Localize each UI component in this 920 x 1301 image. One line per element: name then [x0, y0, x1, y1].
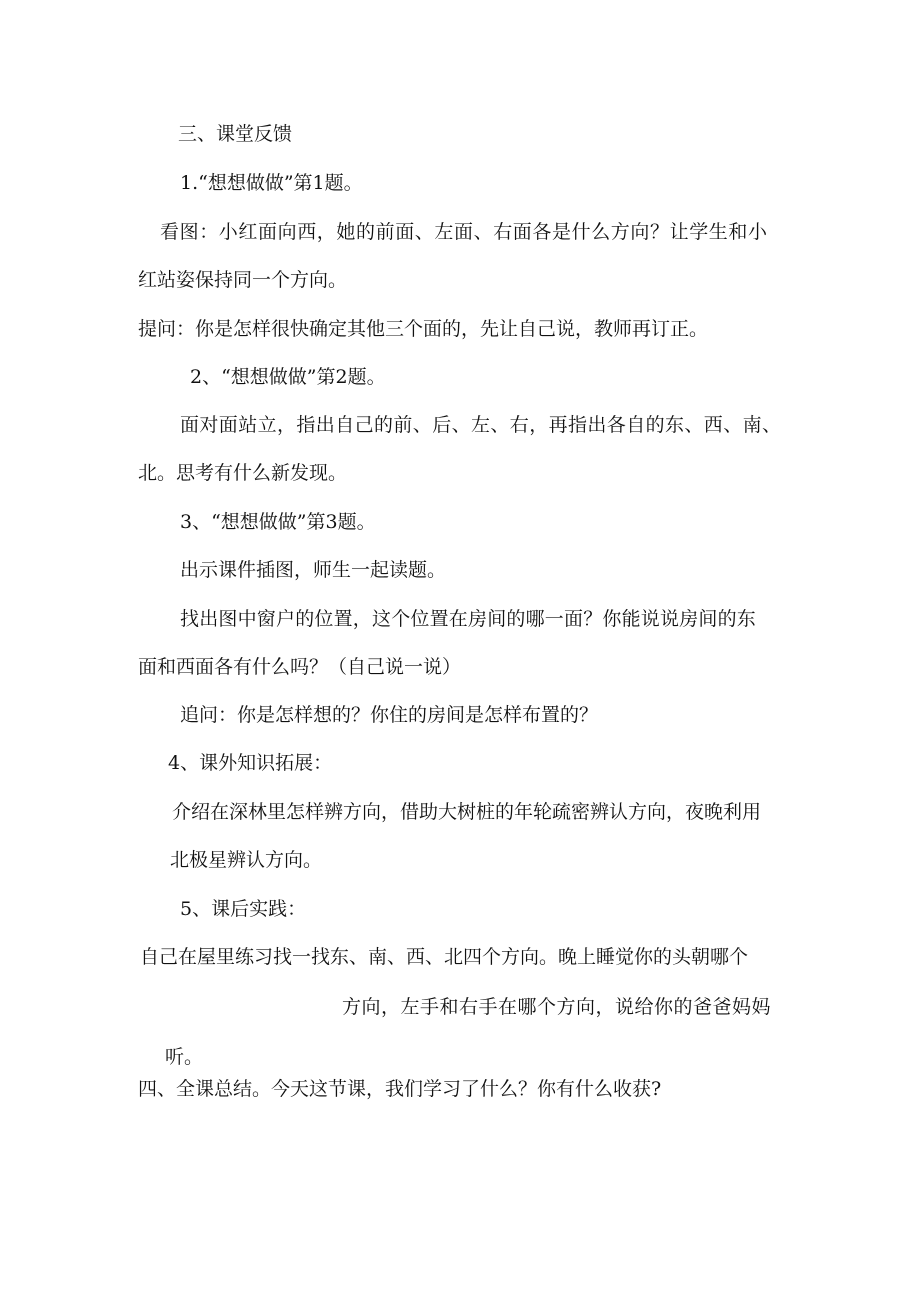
item-3-line-4: 追问：你是怎样想的？你住的房间是怎样布置的？: [180, 704, 599, 726]
item-5-title: 5、课后实践：: [180, 898, 307, 920]
item-5-line-2: 方向，左手和右手在哪个方向，说给你的爸爸妈妈: [342, 996, 772, 1018]
item-2-line-1: 面对面站立，指出自己的前、后、左、右，再指出各自的东、西、南、: [180, 414, 782, 436]
item-5-line-3: 听。: [165, 1046, 204, 1068]
item-1-question: 提问：你是怎样很快确定其他三个面的，先让自己说，教师再订正。: [138, 318, 709, 340]
section-4-summary: 四、全课总结。今天这节课，我们学习了什么？你有什么收获?: [138, 1078, 662, 1100]
item-1-line-1: 看图：小红面向西，她的前面、左面、右面各是什么方向？让学生和小: [160, 221, 768, 243]
item-3-line-2: 找出图中窗户的位置，这个位置在房间的哪一面？你能说说房间的东: [180, 608, 757, 630]
item-5-line-1: 自己在屋里练习找一找东、南、西、北四个方向。晚上睡觉你的头朝哪个: [140, 946, 749, 968]
section-3-heading: 三、课堂反馈: [178, 123, 293, 145]
item-4-line-2: 北极星辨认方向。: [170, 849, 323, 871]
item-3-line-1: 出示课件插图，师生一起读题。: [180, 559, 447, 581]
item-2-line-2: 北。思考有什么新发现。: [138, 462, 348, 484]
item-4-title: 4、课外知识拓展：: [168, 752, 333, 774]
item-1-line-2: 红站姿保持同一个方向。: [138, 269, 348, 291]
item-1-title: 1.“想想做做”第1题。: [180, 172, 363, 194]
item-2-title: 2、“想想做做”第2题。: [190, 366, 386, 388]
item-3-line-3: 面和西面各有什么吗？（自己说一说）: [138, 656, 462, 678]
item-4-line-1: 介绍在深林里怎样辨方向，借助大树桩的年轮疏密辨认方向，夜晚利用: [172, 801, 762, 823]
item-3-title: 3、“想想做做”第3题。: [180, 511, 376, 533]
